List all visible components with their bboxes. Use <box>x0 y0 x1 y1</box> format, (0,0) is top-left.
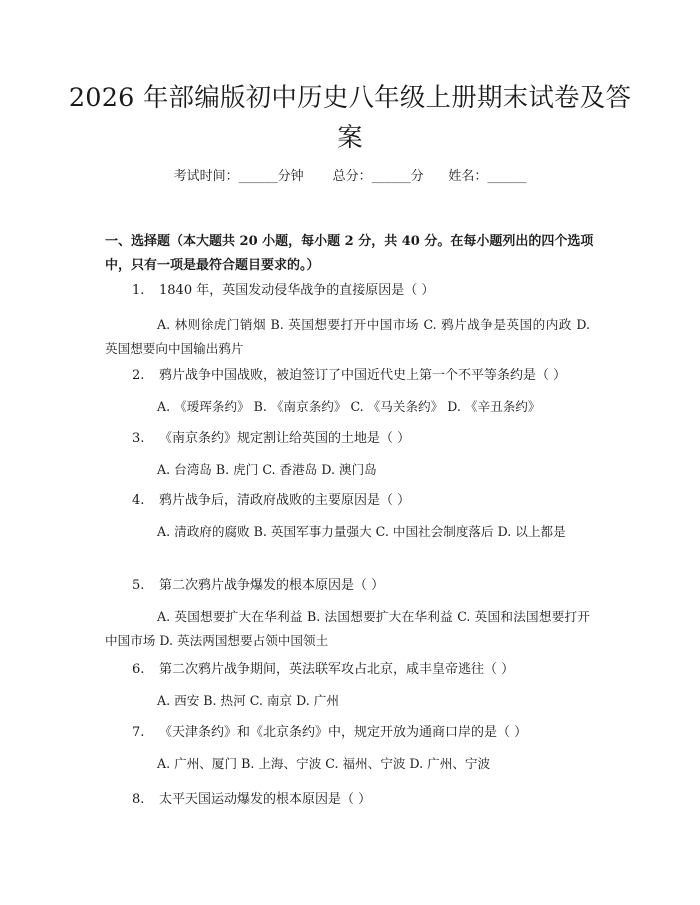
question-1-options: A. 林则徐虎门销烟 B. 英国想要打开中国市场 C. 鸦片战争是英国的内政 D. 英国想要向中国输出鸦片 <box>105 317 590 356</box>
question-7-options: A. 广州、厦门 B. 上海、宁波 C. 福州、宁波 D. 广州、宁波 <box>157 756 491 771</box>
question-5 <box>132 576 602 596</box>
question-3 <box>132 429 602 449</box>
question-text: 1840 年，英国发动侵华战争的直接原因是（ ） <box>159 283 435 298</box>
question-number: 7. <box>132 725 145 740</box>
question-3-options: A. 台湾岛 B. 虎门 C. 香港岛 D. 澳门岛 <box>157 462 377 477</box>
question-text: 鸦片战争中国战败，被迫签订了中国近代史上第一个不平等条约是（ ） <box>159 368 567 383</box>
question-text: 太平天国运动爆发的根本原因是（ ） <box>159 792 372 807</box>
time-label: 考试时间： <box>173 169 239 184</box>
question-text: 第二次鸦片战争期间，英法联军攻占北京，咸丰皇帝逃往（ ） <box>159 662 515 677</box>
question-1 <box>132 281 602 301</box>
question-8 <box>132 790 602 810</box>
question-number: 2. <box>132 368 145 383</box>
question-number: 1. <box>132 283 145 298</box>
question-text: 第二次鸦片战争爆发的根本原因是（ ） <box>159 578 385 593</box>
question-number: 5. <box>132 578 145 593</box>
question-number: 8. <box>132 792 145 807</box>
question-4 <box>132 491 602 511</box>
question-number: 3. <box>132 431 145 446</box>
name-blank: ______ <box>487 169 527 184</box>
question-2 <box>132 366 602 386</box>
question-7 <box>132 723 602 743</box>
question-text: 《南京条约》规定割让给英国的土地是（ ） <box>159 431 411 446</box>
question-text: 《天津条约》和《北京条约》中，规定开放为通商口岸的是（ ） <box>159 725 528 740</box>
time-blank: ______ <box>238 169 278 184</box>
document-title: 2026 年部编版初中历史八年级上册期末试卷及答案 <box>68 83 632 153</box>
score-label: 总分： <box>332 169 372 184</box>
time-unit: 分钟 <box>277 169 304 184</box>
exam-meta-line <box>0 167 700 187</box>
question-5-options: A. 英国想要扩大在华利益 B. 法国想要扩大在华利益 C. 英国和法国想要打开中国市场 D. 英法两国想要占领中国领土 <box>105 609 590 648</box>
question-text: 鸦片战争后，清政府战败的主要原因是（ ） <box>159 493 411 508</box>
question-6-options: A. 西安 B. 热河 C. 南京 D. 广州 <box>157 693 339 708</box>
score-unit: 分 <box>410 169 424 184</box>
score-blank: ______ <box>371 169 411 184</box>
name-label: 姓名： <box>448 169 488 184</box>
question-2-options: A. 《瑷珲条约》 B. 《南京条约》 C. 《马关条约》 D. 《辛丑条约》 <box>157 399 541 414</box>
question-number: 6. <box>132 662 145 677</box>
section-heading-multiple-choice: 一、选择题（本大题共 20 小题，每小题 2 分，共 40 分。在每小题列出的四个选项中，只有一项是最符合题目要求的。） <box>105 234 594 273</box>
question-6 <box>132 660 602 680</box>
question-4-options: A. 清政府的腐败 B. 英国军事力量强大 C. 中国社会制度落后 D. 以上都是 <box>157 524 566 539</box>
question-number: 4. <box>132 493 145 508</box>
